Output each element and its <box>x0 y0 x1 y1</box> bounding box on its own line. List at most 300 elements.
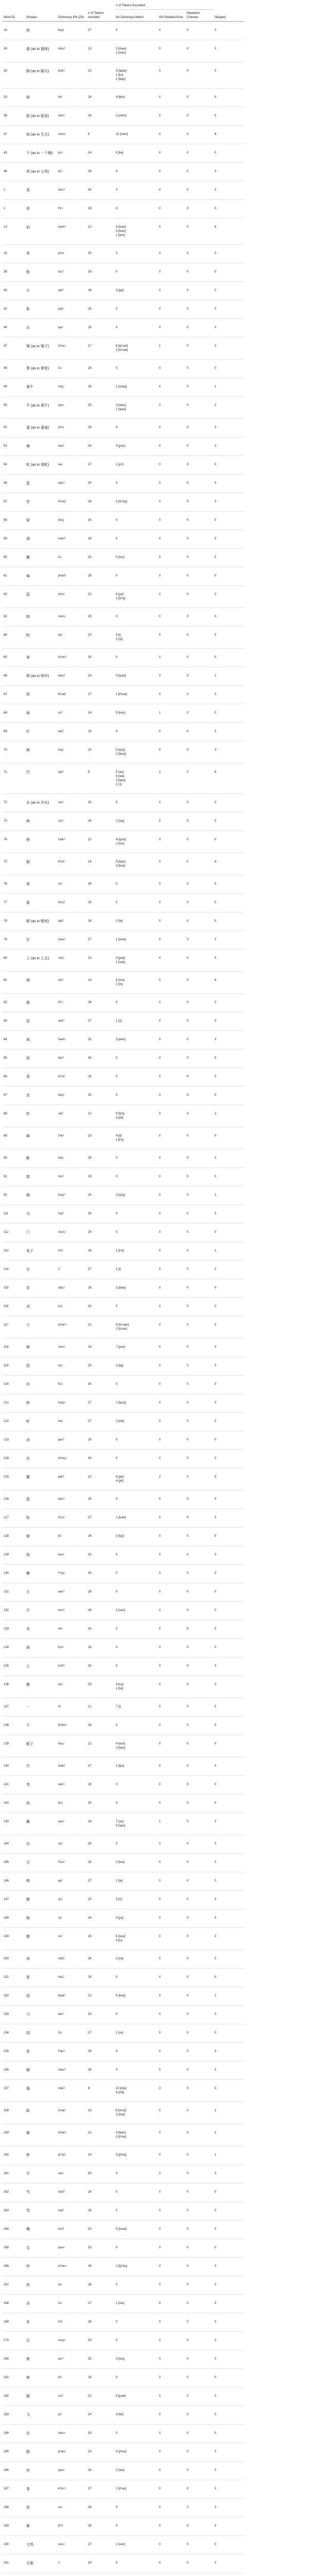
cell-mandarin: 0 <box>185 2295 213 2313</box>
cell-simplex: 睡 <box>25 2387 57 2406</box>
cell-mandarin: 0 <box>185 89 213 107</box>
cell-included: 29 <box>86 1168 114 1187</box>
cell-ipa-error: 0 <box>157 1872 185 1891</box>
cell-skipped: 0 <box>213 2443 244 2462</box>
cell-included: 30 <box>86 181 114 200</box>
cell-included: 18 <box>86 1338 114 1357</box>
cell-simplex: 锅 <box>25 704 57 723</box>
cell-skipped: 0 <box>213 1087 244 1105</box>
table-row <box>2 608 244 626</box>
cell-ipa-error: 0 <box>157 474 185 493</box>
table-row <box>2 1068 244 1087</box>
cell-mandarin: 0 <box>185 263 213 282</box>
cell-simplex: 梳 <box>25 1909 57 1928</box>
cell-word-id: 56 <box>2 474 25 493</box>
table-row <box>2 1012 244 1031</box>
cell-word-id: 64 <box>2 626 25 649</box>
table-row <box>2 2350 244 2369</box>
cell-skipped: 6 <box>213 764 244 794</box>
cell-ipa-error: 0 <box>157 1316 185 1338</box>
cell-ipa-error: 0 <box>157 419 185 437</box>
cell-skipped: 0 <box>213 1698 244 1717</box>
cell-skipped: 3 <box>213 1338 244 1357</box>
cell-skipped: 0 <box>213 2295 244 2313</box>
cell-mandarin: 0 <box>185 1261 213 1279</box>
table-row <box>2 794 244 812</box>
cell-mandarin: 0 <box>185 126 213 144</box>
cell-skipped: 0 <box>213 2554 244 2573</box>
cell-simplex: 旗 <box>25 994 57 1012</box>
cell-ipa: tsɿ˧ <box>57 1676 86 1698</box>
cell-simplex: 螺 <box>25 549 57 567</box>
cell-ipa: lap˥ <box>57 764 86 794</box>
cell-mandarin: 0 <box>185 1316 213 1338</box>
cell-ipa-error: 0 <box>157 1987 185 2006</box>
cell-ipa-error: 0 <box>157 1298 185 1316</box>
table-row <box>2 1127 244 1149</box>
cell-mandarin: 0 <box>185 1854 213 1872</box>
cell-simplex: 瘦 <box>25 437 57 456</box>
cell-ipa-error: 0 <box>157 1776 185 1794</box>
cell-ipa-error: 0 <box>157 1357 185 1376</box>
cell-ipa-error: 0 <box>157 1431 185 1450</box>
cell-simplex: 猴子 <box>25 1735 57 1757</box>
cell-ipa: tsʰu˧ <box>57 586 86 608</box>
cell-ipa: tɔ˧ <box>57 2295 86 2313</box>
cell-word-id: 191 <box>2 2554 25 2573</box>
cell-word-id: 114 <box>2 1261 25 1279</box>
cell-no-dict: 0 <box>114 2276 157 2295</box>
cell-ipa-error: 0 <box>157 931 185 950</box>
cell-word-id: 18 <box>2 22 25 40</box>
cell-ipa-error: 0 <box>157 2006 185 2024</box>
cell-ipa: liɔŋ˩ <box>57 512 86 530</box>
cell-word-id: 1 <box>2 200 25 218</box>
cell-included: 28 <box>86 2043 114 2061</box>
cell-included: 24 <box>86 1909 114 1928</box>
cell-skipped: 0 <box>213 1528 244 1546</box>
cell-skipped: 0 <box>213 200 244 218</box>
cell-skipped: 0 <box>213 2239 244 2258</box>
cell-ipa-error: 0 <box>157 2024 185 2043</box>
cell-skipped: 0 <box>213 282 244 300</box>
cell-included: 30 <box>86 1546 114 1565</box>
cell-mandarin: 0 <box>185 2369 213 2387</box>
cell-no-dict: 4 [ʂaŋ] 1 [saŋ] <box>114 950 157 972</box>
cell-ipa-error: 0 <box>157 2332 185 2350</box>
cell-included: 30 <box>86 1835 114 1854</box>
cell-ipa: pʰɔŋ˥ <box>57 2146 86 2165</box>
cell-word-id: 50 <box>2 397 25 419</box>
cell-ipa: tʰu˥ <box>57 1242 86 1261</box>
cell-mandarin: 0 <box>185 704 213 723</box>
cell-word-id: 29 <box>2 62 25 89</box>
cell-ipa <box>57 2573 86 2576</box>
cell-included: 5 <box>86 126 114 144</box>
cell-skipped: 1 <box>213 378 244 397</box>
cell-word-id: 128 <box>2 1528 25 1546</box>
cell-ipa-error: 0 <box>157 378 185 397</box>
cell-ipa: iuŋ˩ <box>57 741 86 764</box>
cell-no-dict: 1 [tʰu] <box>114 1242 157 1261</box>
cell-ipa-error: 0 <box>157 1620 185 1639</box>
cell-included: 23 <box>86 40 114 62</box>
cell-no-dict: 0 <box>114 2043 157 2061</box>
cell-simplex: 河 <box>25 1376 57 1394</box>
cell-simplex: 蓝 <box>25 474 57 493</box>
cell-simplex: 姆 <box>25 972 57 994</box>
cell-ipa: tsu˥ <box>57 263 86 282</box>
cell-simplex: 鳖 <box>25 1468 57 1490</box>
cell-skipped: 6 <box>213 218 244 245</box>
cell-ipa-error: 0 <box>157 1149 185 1168</box>
cell-skipped: 0 <box>213 1546 244 1565</box>
cell-skipped: 0 <box>213 994 244 1012</box>
cell-skipped: 0 <box>213 794 244 812</box>
cell-included: 29 <box>86 2061 114 2080</box>
table-row <box>2 2499 244 2517</box>
cell-included: 28 <box>86 2183 114 2202</box>
cell-no-dict: 1 [ʂɤ] <box>114 456 157 474</box>
cell-ipa-error: 0 <box>157 2061 185 2080</box>
cell-no-dict: 0 <box>114 474 157 493</box>
cell-skipped: 2 <box>213 1105 244 1127</box>
table-row <box>2 741 244 764</box>
table-row <box>2 2221 244 2239</box>
cell-ipa-error: 0 <box>157 894 185 912</box>
cell-no-dict: 0 <box>114 1298 157 1316</box>
cell-word-id: 129 <box>2 1546 25 1565</box>
cell-included: 22 <box>86 831 114 853</box>
cell-word-id: 57 <box>2 493 25 512</box>
cell-word-id: 84 <box>2 1031 25 1049</box>
cell-no-dict: 2 [miɛn] <box>114 107 157 126</box>
cell-no-dict: 4 [tɕyn] 2 [kʰun] <box>114 2124 157 2146</box>
cell-skipped: 2 <box>213 1813 244 1835</box>
cell-skipped: 0 <box>213 493 244 512</box>
cell-simplex: 篾 <box>25 2080 57 2102</box>
cell-word-id: 65 <box>2 649 25 667</box>
cell-included: 29 <box>86 2202 114 2221</box>
cell-ipa: pi˥ <box>57 2406 86 2425</box>
cell-ipa: van˥ <box>57 1583 86 1602</box>
cell-ipa-error: 2 <box>157 1468 185 1490</box>
table-row <box>2 1205 244 1224</box>
cell-no-dict: 1 [tuo] <box>114 2295 157 2313</box>
cell-included: 28 <box>86 419 114 437</box>
cell-mandarin: 0 <box>185 1676 213 1698</box>
cell-simplex: 蒲 (as in 蒲扇) <box>25 419 57 437</box>
table-row <box>2 1298 244 1316</box>
table-row <box>2 1149 244 1168</box>
cell-ipa-error: 0 <box>157 1950 185 1969</box>
cell-mandarin: 0 <box>185 530 213 549</box>
cell-ipa: van˥ <box>57 1776 86 1794</box>
cell-ipa: kɛ˥ <box>57 163 86 181</box>
header-mandarin: Mandarin Chinese <box>185 10 213 22</box>
cell-ipa-error: 2 <box>157 764 185 794</box>
cell-ipa: sa˩ <box>57 456 86 474</box>
cell-included: 29 <box>86 1639 114 1657</box>
cell-mandarin: 0 <box>185 2080 213 2102</box>
cell-word-id: 36 <box>2 263 25 282</box>
cell-word-id: 159 <box>2 2124 25 2146</box>
cell-skipped: 0 <box>213 1835 244 1854</box>
cell-ipa: liuŋ˩ <box>57 1087 86 1105</box>
cell-mandarin: 0 <box>185 419 213 437</box>
cell-ipa-error: 0 <box>157 794 185 812</box>
cell-mandarin <box>185 2573 213 2576</box>
table-row <box>2 2276 244 2295</box>
cell-word-id: 163 <box>2 2202 25 2221</box>
cell-no-dict: 0 <box>114 2499 157 2517</box>
table-row <box>2 1450 244 1468</box>
cell-included: 28 <box>86 1776 114 1794</box>
cell-skipped: 0 <box>213 530 244 549</box>
cell-included: 26 <box>86 2462 114 2480</box>
cell-no-dict: 2 [tɕy] <box>114 1528 157 1546</box>
cell-ipa: kʰui˥ <box>57 1509 86 1528</box>
cell-skipped: 5 <box>213 1468 244 1490</box>
cell-word-id: 87 <box>2 1087 25 1105</box>
cell-mandarin: 0 <box>185 608 213 626</box>
cell-ipa-error: 0 <box>157 2183 185 2202</box>
cell-word-id: 153 <box>2 2006 25 2024</box>
cell-no-dict: 0 <box>114 1835 157 1854</box>
cell-mandarin: 0 <box>185 2313 213 2332</box>
cell-skipped: 0 <box>213 2202 244 2221</box>
cell-ipa: ha˩ <box>57 1413 86 1431</box>
cell-mandarin: 0 <box>185 1509 213 1528</box>
cell-simplex: 鼻 <box>25 2517 57 2536</box>
cell-included: 24 <box>86 2146 114 2165</box>
cell-skipped: 0 <box>213 1127 244 1149</box>
cell-ipa-error: 0 <box>157 1676 185 1698</box>
cell-mandarin: 0 <box>185 723 213 741</box>
cell-mandarin: 0 <box>185 493 213 512</box>
cell-word-id: 69 <box>2 723 25 741</box>
table-row <box>2 1431 244 1450</box>
cell-mandarin: 0 <box>185 512 213 530</box>
cell-included: 22 <box>86 1735 114 1757</box>
cell-no-dict: 2 [iaŋ] <box>114 812 157 831</box>
cell-simplex: 秧 <box>25 812 57 831</box>
cell-no-dict: 0 <box>114 181 157 200</box>
cell-ipa: sɛu˥ <box>57 437 86 456</box>
cell-included: 21 <box>86 2124 114 2146</box>
cell-no-dict: 4 [i] 2 [ŋi] <box>114 626 157 649</box>
cell-skipped: 0 <box>213 2499 244 2517</box>
cell-ipa: lɔ˩ <box>57 549 86 567</box>
cell-ipa: ki˥ <box>57 1528 86 1546</box>
cell-word-id: 15 <box>2 245 25 263</box>
cell-no-dict: 5 [tsən] 3 [tsɛn] 1 [tɕin] <box>114 218 157 245</box>
cell-no-dict: 1 [tʂu] <box>114 1757 157 1776</box>
cell-simplex: 洗 <box>25 2499 57 2517</box>
cell-no-dict: 7 [ou] 3 [ŋau] <box>114 1813 157 1835</box>
cell-ipa: mɛu˥ <box>57 40 86 62</box>
cell-simplex: 蚊 <box>25 608 57 626</box>
cell-skipped: 0 <box>213 931 244 950</box>
cell-included: 23 <box>86 626 114 649</box>
cell-skipped: 0 <box>213 1950 244 1969</box>
cell-simplex: 上 (as in 上去) <box>25 950 57 972</box>
table-row <box>2 626 244 649</box>
table-row <box>2 1528 244 1546</box>
cell-no-dict: 0 <box>114 608 157 626</box>
cell-included: 29 <box>86 2332 114 2350</box>
cell-ipa-error: 0 <box>157 1969 185 1987</box>
cell-no-dict: 1 [tsau] <box>114 931 157 950</box>
cell-ipa-error: 0 <box>157 1068 185 1087</box>
table-row <box>2 200 244 218</box>
cell-included: 26 <box>86 2258 114 2276</box>
cell-ipa: mɛ˥ <box>57 972 86 994</box>
cell-word-id: 121 <box>2 1394 25 1413</box>
cell-mandarin: 0 <box>185 994 213 1012</box>
table-row <box>2 831 244 853</box>
cell-mandarin: 0 <box>185 2387 213 2406</box>
table-row <box>2 360 244 378</box>
cell-mandarin: 0 <box>185 950 213 972</box>
cell-included: 30 <box>86 1565 114 1583</box>
cell-simplex: 看 <box>25 2480 57 2499</box>
cell-ipa: tsʰiɛn˥ <box>57 1717 86 1735</box>
cell-skipped: 0 <box>213 1602 244 1620</box>
cell-word-id: 141 <box>2 1776 25 1794</box>
cell-ipa: hai˩ <box>57 1149 86 1168</box>
cell-word-id: 91 <box>2 1168 25 1187</box>
cell-word-id: 83 <box>2 1012 25 1031</box>
cell-mandarin: 0 <box>185 1950 213 1969</box>
cell-skipped: 0 <box>213 163 244 181</box>
cell-ipa-error: 0 <box>157 1657 185 1676</box>
table-row <box>2 2183 244 2202</box>
cell-word-id: 58 <box>2 512 25 530</box>
cell-simplex: 米 <box>25 1620 57 1639</box>
cell-ipa-error: 0 <box>157 1205 185 1224</box>
cell-mandarin: 0 <box>185 1794 213 1813</box>
cell-skipped: 0 <box>213 2183 244 2202</box>
cell-ipa-error: 0 <box>157 1698 185 1717</box>
cell-mandarin: 0 <box>185 1776 213 1794</box>
table-row <box>2 567 244 586</box>
table-row <box>2 2258 244 2276</box>
cell-word-id: 120 <box>2 1376 25 1394</box>
cell-word-id: 157 <box>2 2080 25 2102</box>
cell-word-id: 187 <box>2 2480 25 2499</box>
cell-mandarin: 0 <box>185 875 213 894</box>
header-ipa: Dictionary IPA (Zh) <box>57 2 86 22</box>
cell-ipa-error: 0 <box>157 2499 185 2517</box>
cell-no-dict: 3 [ɤ] <box>114 1891 157 1909</box>
cell-ipa-error: 0 <box>157 831 185 853</box>
cell-skipped: 0 <box>213 912 244 931</box>
cell-simplex: 鹅 <box>25 1891 57 1909</box>
table-row <box>2 1490 244 1509</box>
cell-ipa-error: 0 <box>157 812 185 831</box>
cell-skipped: 0 <box>213 456 244 474</box>
cell-ipa-error: 0 <box>157 1717 185 1735</box>
cell-mandarin: 0 <box>185 2499 213 2517</box>
cell-ipa-error: 0 <box>157 2443 185 2462</box>
cell-simplex: 脚 (as in 脚尖) <box>25 62 57 89</box>
table-row <box>2 126 244 144</box>
cell-no-dict: 0 <box>114 300 157 319</box>
table-row <box>2 1620 244 1639</box>
cell-simplex: 熊 <box>25 741 57 764</box>
cell-word-id: 155 <box>2 2043 25 2061</box>
cell-no-dict <box>114 2573 157 2576</box>
cell-simplex: 凳 <box>25 2350 57 2369</box>
cell-skipped: 0 <box>213 2406 244 2425</box>
cell-skipped: 0 <box>213 512 244 530</box>
cell-skipped: 0 <box>213 22 244 40</box>
cell-no-dict: 3 [jyɛ] <box>114 282 157 300</box>
table-row <box>2 1565 244 1583</box>
cell-simplex: 万 <box>25 1583 57 1602</box>
table-row <box>2 107 244 126</box>
table-row <box>2 2573 244 2576</box>
cell-skipped: 1 <box>213 1187 244 1205</box>
cell-ipa-error: 0 <box>157 2276 185 2295</box>
cell-skipped: 0 <box>213 2165 244 2183</box>
cell-ipa: hiuŋ˥ <box>57 1187 86 1205</box>
cell-simplex: 箩 (as in 箩筐) <box>25 360 57 378</box>
cell-simplex: 瓦 <box>25 319 57 337</box>
cell-simplex: 宝 <box>25 2239 57 2258</box>
table-row <box>2 263 244 282</box>
cell-ipa: siɛu˥ <box>57 1279 86 1298</box>
table-row <box>2 1031 244 1049</box>
cell-mandarin: 0 <box>185 894 213 912</box>
cell-word-id: 161 <box>2 2165 25 2183</box>
cell-included: 15 <box>86 1928 114 1950</box>
cell-simplex: 裤 <box>25 2369 57 2387</box>
cell-skipped: 0 <box>213 2536 244 2554</box>
cell-skipped: 0 <box>213 1431 244 1450</box>
cell-included: 20 <box>86 741 114 764</box>
cell-ipa: tsɔi˥ <box>57 2221 86 2239</box>
table-row <box>2 2369 244 2387</box>
cell-word-id: 54 <box>2 456 25 474</box>
cell-word-id: 147 <box>2 1891 25 1909</box>
cell-mandarin: 0 <box>185 107 213 126</box>
table-row <box>2 144 244 163</box>
cell-ipa: ap˥ <box>57 1872 86 1891</box>
cell-ipa: sɔi˥ <box>57 2387 86 2406</box>
cell-word-id: 118 <box>2 1338 25 1357</box>
cell-word-id: 41 <box>2 300 25 319</box>
cell-mandarin: 0 <box>185 1757 213 1776</box>
cell-skipped: 0 <box>213 1872 244 1891</box>
cell-word-id: 80 <box>2 950 25 972</box>
cell-ipa: man˥ <box>57 530 86 549</box>
cell-skipped: 5 <box>213 2080 244 2102</box>
cell-no-dict: 0 <box>114 649 157 667</box>
cell-no-dict: 7 [ʂən] <box>114 1338 157 1357</box>
cell-word-id: 33 <box>2 89 25 107</box>
cell-simplex: 锤 (as in 锤子) <box>25 337 57 360</box>
table-row <box>2 812 244 831</box>
cell-ipa: lin˧ <box>57 89 86 107</box>
cell-mandarin: 0 <box>185 2146 213 2165</box>
cell-simplex: 指 <box>25 1357 57 1376</box>
cell-word-id: 112 <box>2 1224 25 1242</box>
cell-word-id: 165 <box>2 2239 25 2258</box>
cell-skipped: 0 <box>213 319 244 337</box>
cell-mandarin: 0 <box>185 1698 213 1717</box>
